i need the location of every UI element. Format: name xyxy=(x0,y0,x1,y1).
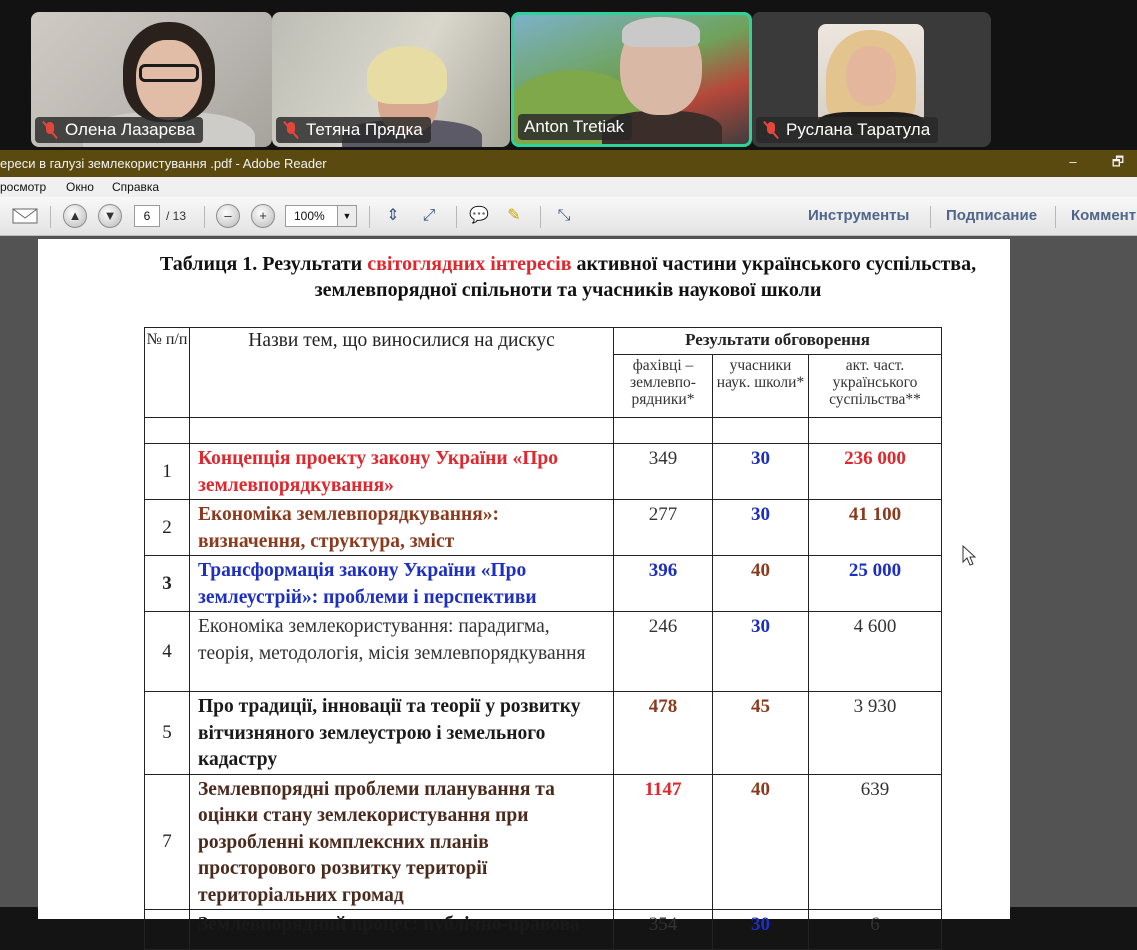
table-row-empty xyxy=(145,418,942,444)
row-topic: Про традиції, інновації та теорії у розвитку вітчизняного землеустрою і земельного кадастру xyxy=(190,692,614,775)
row-number: 4 xyxy=(145,612,190,692)
restore-button[interactable]: 🗗 xyxy=(1111,154,1125,169)
participant-name-tag xyxy=(756,117,938,143)
row-value: 30 xyxy=(713,500,809,556)
participant-name-tag xyxy=(35,117,203,143)
toolbar-separator xyxy=(540,206,541,228)
title-text: Таблиця 1. Результати xyxy=(159,253,368,275)
header-col-society: акт. част. українського суспільства** xyxy=(809,355,942,418)
highlight-icon: ✎ xyxy=(507,207,521,224)
sign-pane-button[interactable]: Подписание xyxy=(946,207,1038,224)
mic-muted-icon xyxy=(762,121,780,139)
row-number: 1 xyxy=(145,444,190,500)
row-topic: Землевпорядний процес: публічно-правова xyxy=(190,910,614,950)
window-titlebar xyxy=(0,150,1137,177)
participant-tile[interactable] xyxy=(752,12,991,147)
toolbar-separator xyxy=(204,206,205,228)
zoom-in-icon: + xyxy=(251,204,275,228)
title-highlight: світоглядних інтересів xyxy=(367,253,572,275)
row-value: 349 xyxy=(614,444,713,500)
participant-name: Тетяна Прядка xyxy=(306,120,423,139)
row-value: 354 xyxy=(614,910,713,950)
row-value: 41 100 xyxy=(809,500,942,556)
row-value: 639 xyxy=(809,774,942,910)
row-value: 246 xyxy=(614,612,713,692)
participant-name: Руслана Таратула xyxy=(786,120,931,139)
row-number: 3 xyxy=(145,556,190,612)
mic-muted-icon xyxy=(282,121,300,139)
participant-tile[interactable] xyxy=(31,12,272,147)
row-value: 25 000 xyxy=(809,556,942,612)
row-value: 4 600 xyxy=(809,612,942,692)
row-topic: Концепція проекту закону України «Про землевпорядкування» xyxy=(190,444,614,500)
table-row xyxy=(145,910,942,950)
table-row xyxy=(145,692,942,775)
row-value: 30 xyxy=(713,444,809,500)
email-button[interactable] xyxy=(12,204,38,228)
zoom-select[interactable] xyxy=(285,205,357,227)
row-value: 40 xyxy=(713,774,809,910)
previous-page-button[interactable] xyxy=(63,204,87,228)
document-title xyxy=(158,251,978,303)
row-value: 45 xyxy=(713,692,809,775)
toolbar xyxy=(0,197,1137,236)
row-value: 30 xyxy=(713,612,809,692)
row-value: 30 xyxy=(713,910,809,950)
row-number: 7 xyxy=(145,774,190,910)
toolbar-separator xyxy=(1055,206,1056,228)
row-topic: Економіка землевпорядкування»: визначення, структура, зміст xyxy=(190,500,614,556)
pdf-reader-window xyxy=(0,150,1137,935)
header-col-school: учасники наук. школи* xyxy=(713,355,809,418)
video-call-strip xyxy=(0,0,1137,150)
results-table xyxy=(144,327,942,950)
row-value: 236 000 xyxy=(809,444,942,500)
row-value: 277 xyxy=(614,500,713,556)
table-row xyxy=(145,500,942,556)
header-col-surveyors: фахівці – землевпо- рядники* xyxy=(614,355,713,418)
page-up-icon: ▲ xyxy=(63,204,87,228)
title-text: активної частини українського суспільства, землевпорядної спільноти та учасників наукової школи xyxy=(314,253,977,301)
toolbar-separator xyxy=(456,206,457,228)
mic-muted-icon xyxy=(41,121,59,139)
row-value: 40 xyxy=(713,556,809,612)
fullscreen-icon: ⤡ xyxy=(557,207,571,224)
row-value: 478 xyxy=(614,692,713,775)
next-page-button[interactable] xyxy=(98,204,122,228)
zoom-out-button[interactable] xyxy=(216,204,240,228)
table-row xyxy=(145,556,942,612)
participant-name: Anton Tretiak xyxy=(524,117,625,136)
fullscreen-button[interactable] xyxy=(553,204,575,228)
menu-help[interactable]: Справка xyxy=(112,180,160,194)
menu-view[interactable]: росмотр xyxy=(0,180,47,194)
highlight-button[interactable] xyxy=(503,204,525,228)
window-title: ереси в галузі землекористування .pdf - Adobe Reader xyxy=(0,156,327,171)
menu-bar xyxy=(0,177,1137,197)
row-topic: Трансформація закону України «Про землеустрій»: проблеми і перспективи xyxy=(190,556,614,612)
participant-name: Олена Лазарєва xyxy=(65,120,196,139)
zoom-value: 100% xyxy=(294,209,325,223)
row-number: 2 xyxy=(145,500,190,556)
table-row xyxy=(145,444,942,500)
row-topic: Економіка землекористування: парадигма, теорія, методологія, місія землевпорядкування xyxy=(190,612,614,692)
sticky-note-button[interactable] xyxy=(468,204,490,228)
comment-icon: 💬 xyxy=(469,207,489,224)
fit-page-icon: ⇕ xyxy=(386,207,400,224)
toolbar-separator xyxy=(369,206,370,228)
row-value: 3 930 xyxy=(809,692,942,775)
active-speaker-tile[interactable] xyxy=(511,12,752,147)
row-value: 396 xyxy=(614,556,713,612)
page-down-icon: ▼ xyxy=(98,204,122,228)
header-topic: Назви тем, що виносилися на дискус xyxy=(190,328,614,418)
header-results: Результати обговорення xyxy=(614,328,942,355)
mouse-cursor-icon xyxy=(962,545,976,567)
fit-width-button[interactable] xyxy=(418,204,440,228)
page-total: / 13 xyxy=(166,209,187,223)
chevron-down-icon[interactable]: ▼ xyxy=(337,206,356,226)
minimize-button[interactable]: – xyxy=(1069,154,1077,169)
participant-name-tag xyxy=(518,114,632,140)
row-value: 6 xyxy=(809,910,942,950)
toolbar-separator xyxy=(50,206,51,228)
tools-pane-button[interactable]: Инструменты xyxy=(808,207,910,224)
fit-width-icon: ⤢ xyxy=(422,207,436,224)
participant-name-tag xyxy=(276,117,431,143)
comment-pane-button[interactable]: Коммент xyxy=(1071,207,1137,224)
row-number: 5 xyxy=(145,692,190,775)
pdf-page[interactable] xyxy=(38,239,1010,935)
zoom-out-icon: – xyxy=(216,204,240,228)
page-number-input[interactable]: 6 xyxy=(134,205,160,227)
row-number xyxy=(145,910,190,950)
table-row xyxy=(145,612,942,692)
table-row xyxy=(145,774,942,910)
toolbar-separator xyxy=(930,206,931,228)
participant-tile[interactable] xyxy=(272,12,510,147)
email-icon xyxy=(12,207,38,225)
row-value: 1147 xyxy=(614,774,713,910)
table-header-row xyxy=(145,328,942,355)
header-num: № п/п xyxy=(145,328,190,418)
row-topic: Землевпорядні проблеми планування та оцінки стану землекористування при розробленні комплексних планів просторового розвитку території територіальних громад xyxy=(190,774,614,910)
zoom-in-button[interactable] xyxy=(251,204,275,228)
fit-page-button[interactable] xyxy=(382,204,404,228)
menu-window[interactable]: Окно xyxy=(66,180,94,194)
